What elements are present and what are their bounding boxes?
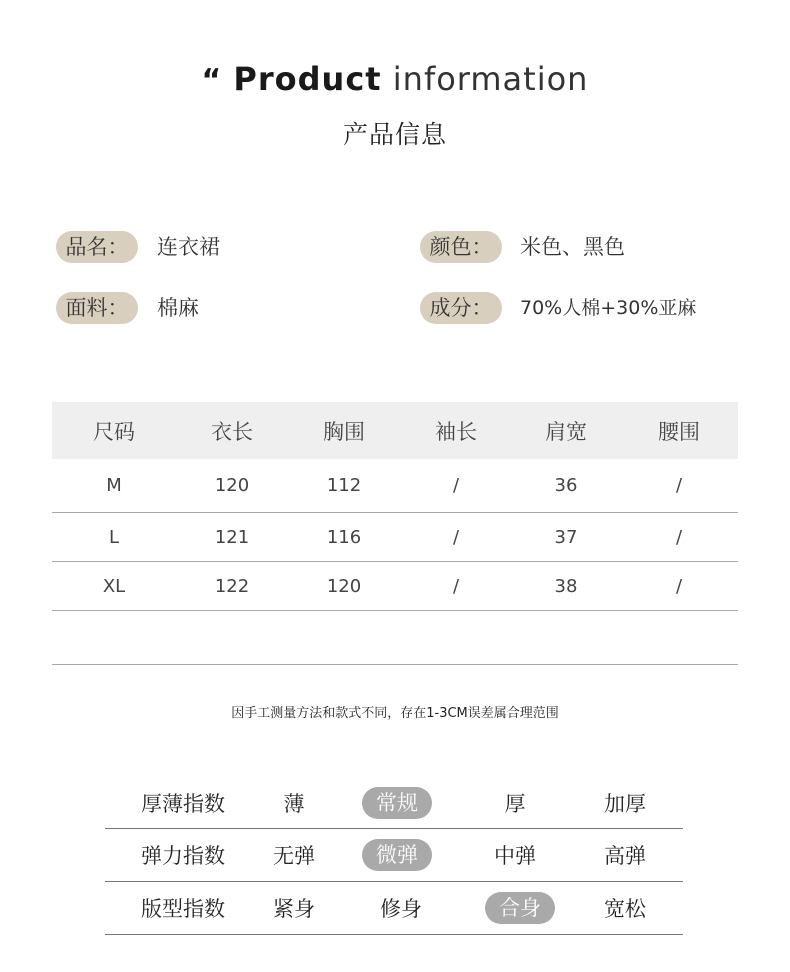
cell-bust: 120 [326,575,362,597]
header-sleeve: 袖长 [435,419,477,444]
header-shoulder: 肩宽 [545,419,587,444]
fit-index-label: 版型指数 [141,897,225,921]
cell-length: 121 [214,526,250,548]
cell-shoulder: 38 [554,575,578,597]
elasticity-option-none: 无弹 [273,844,315,868]
thickness-index-row [105,777,683,829]
measurement-note: 因手工测量方法和款式不同，存在1-3CM误差属合理范围 [231,706,559,721]
page-title [0,60,790,98]
page-subtitle: 产品信息 [342,120,447,149]
header-waist: 腰围 [658,419,700,444]
fit-option-regular: 合身 [485,892,555,924]
table-row [52,562,738,611]
table-empty-row [52,611,738,665]
cell-length: 120 [214,475,250,496]
cell-shoulder: 36 [554,475,578,496]
elasticity-option-high: 高弹 [604,844,646,868]
cell-bust: 112 [326,475,362,496]
title-bold: Product [233,60,382,98]
elasticity-option-medium: 中弹 [494,844,536,868]
cell-sleeve: / [452,575,460,597]
cell-sleeve: / [452,526,460,548]
thickness-option-regular: 常规 [362,787,432,819]
table-row [52,459,738,513]
composition-value: 70%人棉+30%亚麻 [520,297,697,319]
elasticity-index-label: 弹力指数 [141,844,225,868]
cell-waist: / [675,575,683,597]
thickness-index-label: 厚薄指数 [141,791,225,816]
cell-size: M [106,475,122,496]
composition-label-pill: 成分： [420,292,502,324]
fit-index-row [105,882,683,935]
fit-option-slim: 修身 [380,897,422,921]
elasticity-option-slight: 微弹 [362,839,432,871]
header-bust: 胸围 [323,419,365,444]
title-light: information [392,60,589,98]
color-label-pill: 颜色： [420,231,502,263]
cell-shoulder: 37 [554,526,578,548]
quote-mark: “ [201,63,223,98]
elasticity-index-row [105,829,683,882]
table-row [52,513,738,562]
fit-option-tight: 紧身 [273,897,315,921]
fabric-label-pill: 面料： [56,292,138,324]
index-table [105,777,683,935]
cell-length: 122 [214,575,250,597]
cell-sleeve: / [452,475,460,496]
cell-waist: / [675,475,683,496]
fit-option-loose: 宽松 [604,897,646,921]
cell-bust: 116 [326,526,362,548]
thickness-option-extra-thick: 加厚 [604,791,646,816]
name-value: 连衣裙 [157,235,220,259]
size-table-header [52,402,738,459]
fabric-value: 棉麻 [157,296,199,320]
cell-size: XL [102,575,126,597]
name-label-pill: 品名： [56,231,138,263]
thickness-option-thick: 厚 [504,791,526,816]
cell-size: L [108,526,120,548]
header-size: 尺码 [93,419,135,444]
cell-waist: / [675,526,683,548]
header-length: 衣长 [211,419,253,444]
color-value: 米色、黑色 [520,235,625,259]
size-table [52,402,738,665]
thickness-option-thin: 薄 [283,791,305,816]
